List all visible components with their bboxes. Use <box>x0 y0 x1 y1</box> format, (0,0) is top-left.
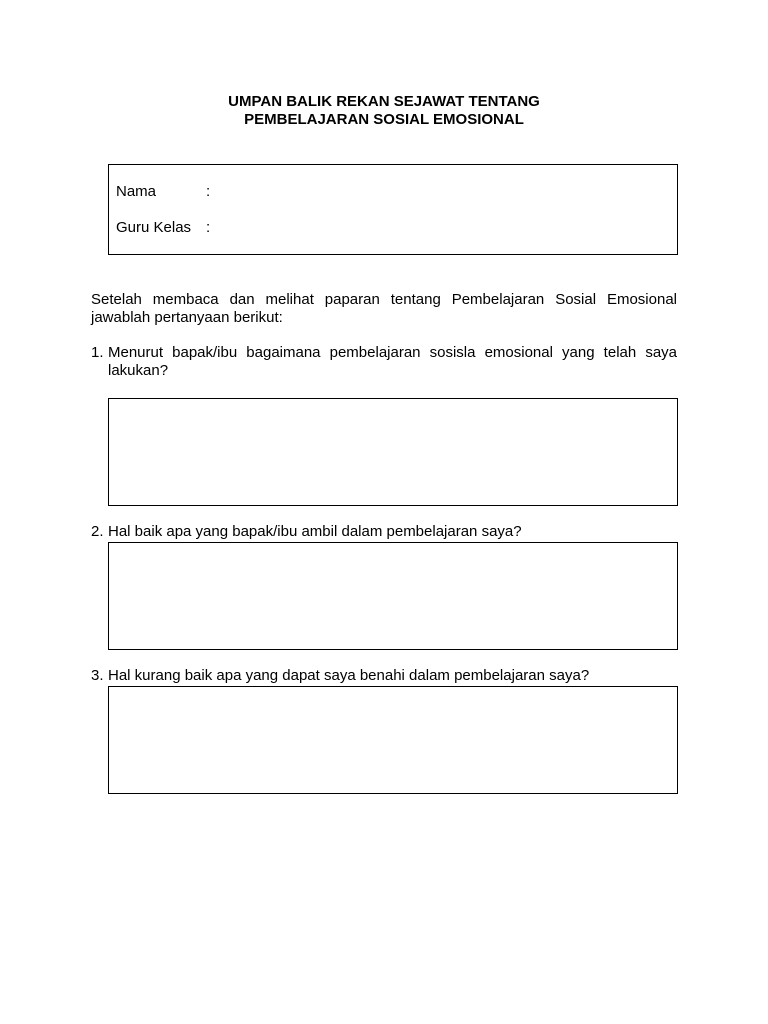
question-3-number: 3. <box>91 667 104 684</box>
name-colon: : <box>206 183 211 200</box>
document-title <box>0 93 768 129</box>
question-2 <box>91 523 677 541</box>
question-1-number: 1. <box>91 344 104 361</box>
class-colon: : <box>206 219 211 236</box>
class-row <box>116 219 210 237</box>
title-line-1: UMPAN BALIK REKAN SEJAWAT TENTANG <box>228 93 540 110</box>
question-2-number: 2. <box>91 523 104 540</box>
answer-box-3[interactable] <box>108 686 678 794</box>
intro-text: Setelah membaca dan melihat paparan tentang Pembelajaran Sosial Emosional jawablah pertanyaan berikut: <box>91 291 677 326</box>
answer-box-1[interactable] <box>108 398 678 506</box>
question-2-text: Hal baik apa yang bapak/ibu ambil dalam pembelajaran saya? <box>108 523 522 540</box>
question-3-text: Hal kurang baik apa yang dapat saya benahi dalam pembelajaran saya? <box>108 667 590 684</box>
name-label: Nama <box>116 183 157 200</box>
question-1-text: Menurut bapak/ibu bagaimana pembelajaran sosisla emosional yang telah saya lakukan? <box>108 344 677 379</box>
class-label: Guru Kelas <box>116 219 192 236</box>
answer-box-2[interactable] <box>108 542 678 650</box>
title-line-2: PEMBELAJARAN SOSIAL EMOSIONAL <box>244 111 524 128</box>
identity-box <box>108 164 678 255</box>
question-3 <box>91 667 677 685</box>
name-row <box>116 183 210 201</box>
question-1 <box>91 344 677 380</box>
